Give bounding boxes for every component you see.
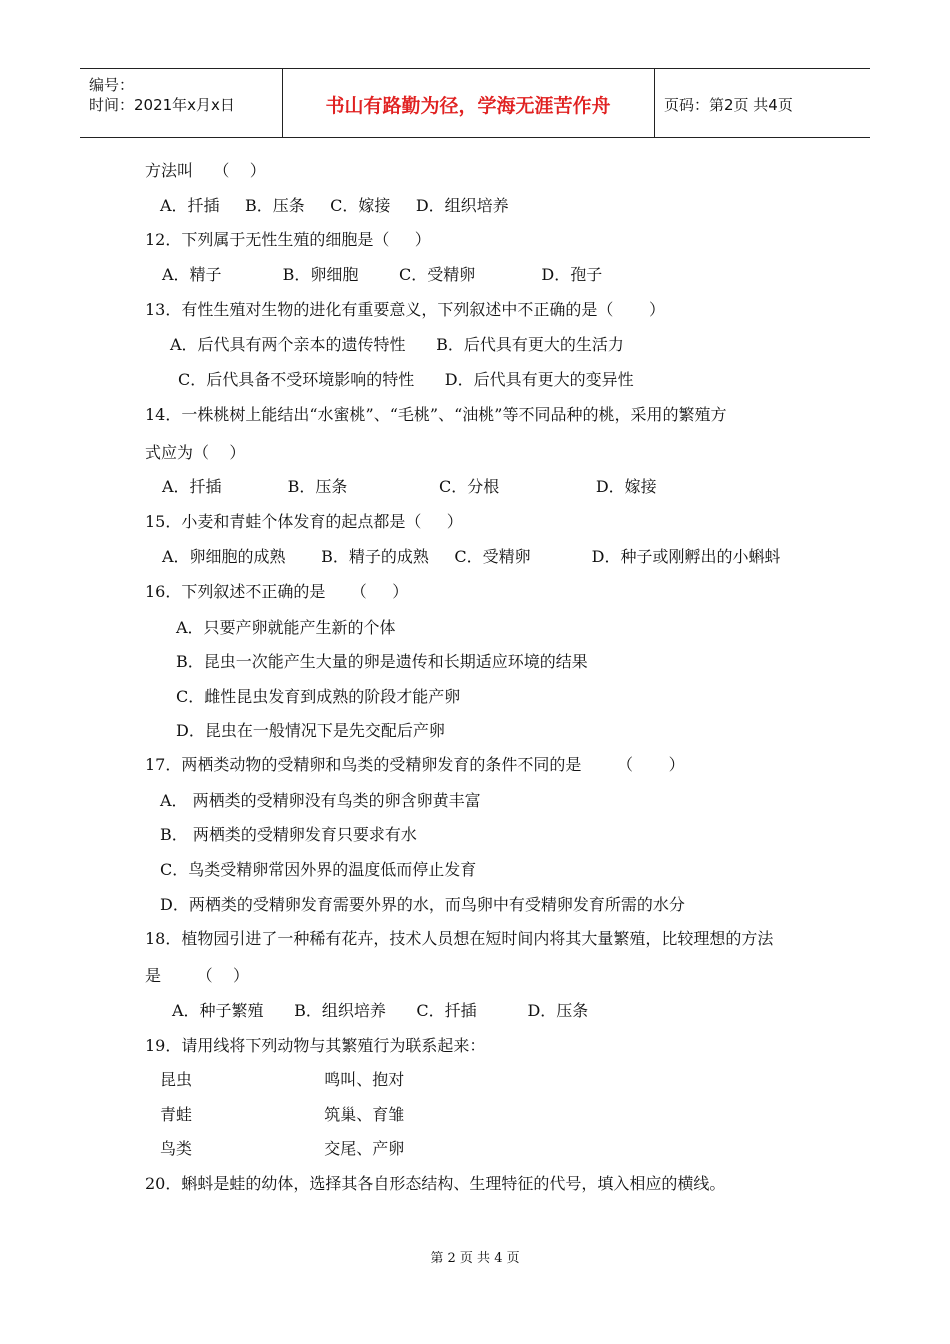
text-line: B． 两栖类的受精卵发育只要求有水: [160, 825, 417, 844]
page-footer: 第 2 页 共 4 页: [430, 1251, 520, 1266]
header-meta: [89, 75, 235, 115]
text-line: A．后代具有两个亲本的遗传特性 B．后代具有更大的生活力: [170, 335, 624, 354]
text-line: A．扦插 B．压条 C．分根 D．嫁接: [162, 477, 657, 496]
text-line: 式应为（ ）: [145, 443, 246, 462]
question-17: 17．两栖类动物的受精卵和鸟类的受精卵发育的条件不同的是 （ ）: [145, 755, 685, 774]
header-motto: 书山有路勤为径，学海无涯苦作舟: [325, 95, 611, 117]
text-line: 方法叫 （ ）: [145, 161, 266, 180]
header-divider: [654, 69, 655, 137]
text-line: D．两栖类的受精卵发育需要外界的水，而鸟卵中有受精卵发育所需的水分: [160, 895, 685, 914]
question-19: 19．请用线将下列动物与其繁殖行为联系起来：: [145, 1036, 486, 1055]
document-header: [80, 68, 870, 138]
time-label: 时间：2021年x月x日: [89, 96, 235, 114]
text-line: C．鸟类受精卵常因外界的温度低而停止发育: [160, 860, 477, 879]
question-18: 18．植物园引进了一种稀有花卉，技术人员想在短时间内将其大量繁殖，比较理想的方法: [145, 929, 774, 948]
question-13: 13．有性生殖对生物的进化有重要意义，下列叙述中不正确的是（ ）: [145, 300, 665, 319]
text-line: A．精子 B．卵细胞 C．受精卵 D．孢子: [162, 265, 603, 284]
text-line: A．只要产卵就能产生新的个体: [176, 618, 396, 637]
question-12: 12．下列属于无性生殖的细胞是（ ）: [145, 230, 431, 249]
question-15: 15．小麦和青蛙个体发育的起点都是（ ）: [145, 512, 463, 531]
header-page-info: 页码：第2页 共4页: [664, 96, 793, 114]
text-line: 鸟类 交尾、产卵: [160, 1139, 405, 1158]
question-16: 16．下列叙述不正确的是 （ ）: [145, 582, 409, 601]
text-line: B．昆虫一次能产生大量的卵是遗传和长期适应环境的结果: [176, 652, 588, 671]
text-line: A．扦插 B．压条 C．嫁接 D．组织培养: [160, 196, 509, 215]
text-line: A．卵细胞的成熟 B．精子的成熟 C．受精卵 D．种子或刚孵出的小蝌蚪: [162, 547, 781, 566]
text-line: A． 两栖类的受精卵没有鸟类的卵含卵黄丰富: [160, 791, 481, 810]
text-line: A．种子繁殖 B．组织培养 C．扦插 D．压条: [172, 1001, 589, 1020]
text-line: C．后代具备不受环境影响的特性 D．后代具有更大的变异性: [178, 370, 634, 389]
question-20: 20．蝌蚪是蛙的幼体，选择其各自形态结构、生理特征的代号，填入相应的横线。: [145, 1174, 726, 1193]
text-line: 昆虫 鸣叫、抱对: [160, 1070, 405, 1089]
text-line: D．昆虫在一般情况下是先交配后产卵: [176, 721, 445, 740]
number-label: 编号：: [89, 76, 135, 94]
text-line: 青蛙 筑巢、育雏: [160, 1105, 405, 1124]
text-line: 是 （ ）: [145, 966, 249, 985]
text-line: C．雌性昆虫发育到成熟的阶段才能产卵: [176, 687, 461, 706]
question-14: 14．一株桃树上能结出“水蜜桃”、“毛桃”、“油桃”等不同品种的桃，采用的繁殖方: [145, 405, 727, 424]
